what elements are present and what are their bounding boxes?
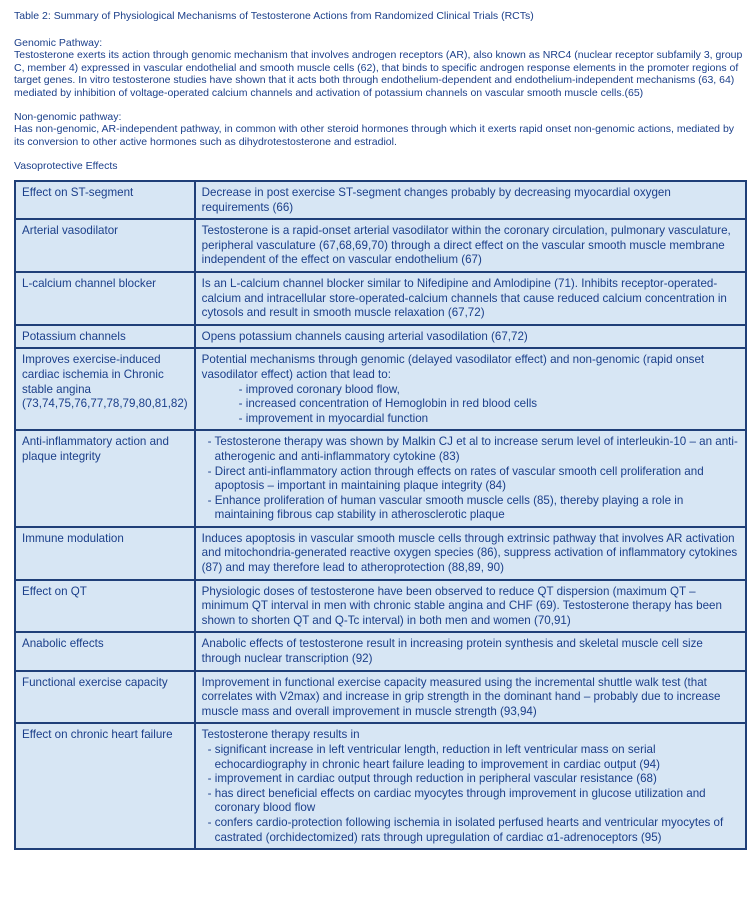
effect-cell: Arterial vasodilator (15, 219, 195, 272)
table-row (15, 348, 746, 430)
effect-cell: Anabolic effects (15, 632, 195, 670)
list-item: - increased concentration of Hemoglobin in red blood cells (239, 397, 739, 412)
description-cell: Opens potassium channels causing arterial vasodilation (67,72) (195, 325, 746, 349)
list-item: - confers cardio-protection following ischemia in isolated perfused hearts and ventricular myocytes of castrated (orchidectomized) rats through upregulation of cardiac α1-adrenoceptors (95) (202, 816, 739, 845)
description-cell: Is an L-calcium channel blocker similar to Nifedipine and Amlodipine (71). Inhibits receptor-operated-calcium and intracellular store-operated-calcium channels that cause reduced calcium concentration in cytosols and result in smooth muscle relaxation (67,72) (195, 272, 746, 325)
table-row (15, 181, 746, 219)
list-item: - has direct beneficial effects on cardiac myocytes through improvement in glucose utilization and coronary blood flow (202, 787, 739, 816)
list-item: - improvement in cardiac output through reduction in peripheral vascular resistance (68) (202, 772, 739, 787)
table-row (15, 325, 746, 349)
effect-cell: Immune modulation (15, 527, 195, 580)
description-cell: Improvement in functional exercise capacity measured using the incremental shuttle walk test (that correlates with V2max) and increase in grip strength in the dominant hand – probably due to increase muscle mass and overall improvement in muscle strength (93,94) (195, 671, 746, 724)
list-item: - Enhance proliferation of human vascular smooth muscle cells (85), thereby playing a role in maintaining fibrous cap stability in atherosclerotic plaque (202, 494, 739, 523)
description-intro: Testosterone therapy results in (201, 728, 360, 742)
vasoprotective-effects-title: Vasoprotective Effects (14, 160, 118, 172)
table-row (15, 272, 746, 325)
effect-cell: Effect on ST-segment (15, 181, 195, 219)
table-row (15, 430, 746, 527)
table-row (15, 632, 746, 670)
description-cell: Induces apoptosis in vascular smooth muscle cells through extrinsic pathway that involves AR activation and mitochondria-generated reactive oxygen species (86), suppress activation of inflammatory cytokines (87) and may therefore lead to atheroprotection (88,89, 90) (195, 527, 746, 580)
effect-cell: Effect on QT (15, 580, 195, 633)
mechanisms-table (14, 180, 747, 850)
description-cell: Testosterone is a rapid-onset arterial vasodilator within the coronary circulation, pulmonary vasculature, peripheral vasculature (67,68,69,70) through a direct effect on the vascular smooth muscle membrane independent of the effect on vascular endothelium (67) (195, 219, 746, 272)
description-cell (195, 348, 746, 430)
effect-cell: L-calcium channel blocker (15, 272, 195, 325)
table-row (15, 723, 746, 849)
list-item: - improvement in myocardial function (239, 412, 739, 427)
table-row (15, 580, 746, 633)
nongenomic-pathway-title: Non-genomic pathway: (14, 111, 122, 123)
table-row (15, 671, 746, 724)
effect-cell: Improves exercise-induced cardiac ischemia in Chronic stable angina (73,74,75,76,77,78,79,80,81,82) (15, 348, 195, 430)
genomic-pathway-text: Testosterone exerts its action through genomic mechanism that involves androgen receptors (AR), also known as NRC4 (nuclear receptor subfamily 3, group C, member 4) expressed in vascular endothelial and smooth muscle cells (62), that binds to specific androgen response elements in the promoter regions of target genes. In vitro testosterone studies have shown that it acts both through endothelium-dependent and endothelium-independent mechanisms (63, 64) mediated by inhibition of voltage-operated calcium channels and activation of potassium channels on vascular smooth muscle cells.(65) (14, 49, 743, 99)
effect-cell: Functional exercise capacity (15, 671, 195, 724)
mechanism-list (202, 383, 739, 427)
list-item: - Testosterone therapy was shown by Malkin CJ et al to increase serum level of interleukin-10 – an anti-atherogenic and anti-inflammatory cytokine (83) (202, 435, 739, 464)
mechanism-list (202, 743, 739, 845)
table-caption: Table 2: Summary of Physiological Mechanisms of Testosterone Actions from Randomized Clinical Trials (RCTs) (14, 10, 534, 22)
effect-cell: Anti-inflammatory action and plaque integrity (15, 430, 195, 527)
list-item: - significant increase in left ventricular length, reduction in left ventricular mass on serial echocardiography in chronic heart failure leading to improvement in cardiac output (94) (202, 743, 739, 772)
table-row (15, 527, 746, 580)
description-cell (195, 430, 746, 527)
mechanism-list (202, 435, 739, 523)
table-row (15, 219, 746, 272)
description-cell: Decrease in post exercise ST-segment changes probably by decreasing myocardial oxygen requirements (66) (195, 181, 746, 219)
description-intro: Potential mechanisms through genomic (delayed vasodilator effect) and non-genomic (rapid onset vasodilator effect) action that lead to: (201, 353, 705, 381)
description-cell: Physiologic doses of testosterone have been observed to reduce QT dispersion (maximum QT – minimum QT interval in men with chronic stable angina and CHF (69). Testosterone therapy has been shown to shorten QT and Q-Tc interval) in both men and women (70,91) (195, 580, 746, 633)
nongenomic-pathway-text: Has non-genomic, AR-independent pathway, in common with other steroid hormones through which it exerts rapid onset non-genomic actions, mediated by its conversion to other active hormones such as dihydrotestosterone and estradiol. (14, 123, 735, 148)
description-cell: Anabolic effects of testosterone result in increasing protein synthesis and skeletal muscle cell size through nuclear transcription (92) (195, 632, 746, 670)
list-item: - improved coronary blood flow, (239, 383, 739, 398)
effect-cell: Effect on chronic heart failure (15, 723, 195, 849)
description-cell (195, 723, 746, 849)
effect-cell: Potassium channels (15, 325, 195, 349)
genomic-pathway-title: Genomic Pathway: (14, 37, 103, 49)
list-item: - Direct anti-inflammatory action through effects on rates of vascular smooth cell proliferation and apoptosis – important in maintaining plaque integrity (84) (202, 465, 739, 494)
